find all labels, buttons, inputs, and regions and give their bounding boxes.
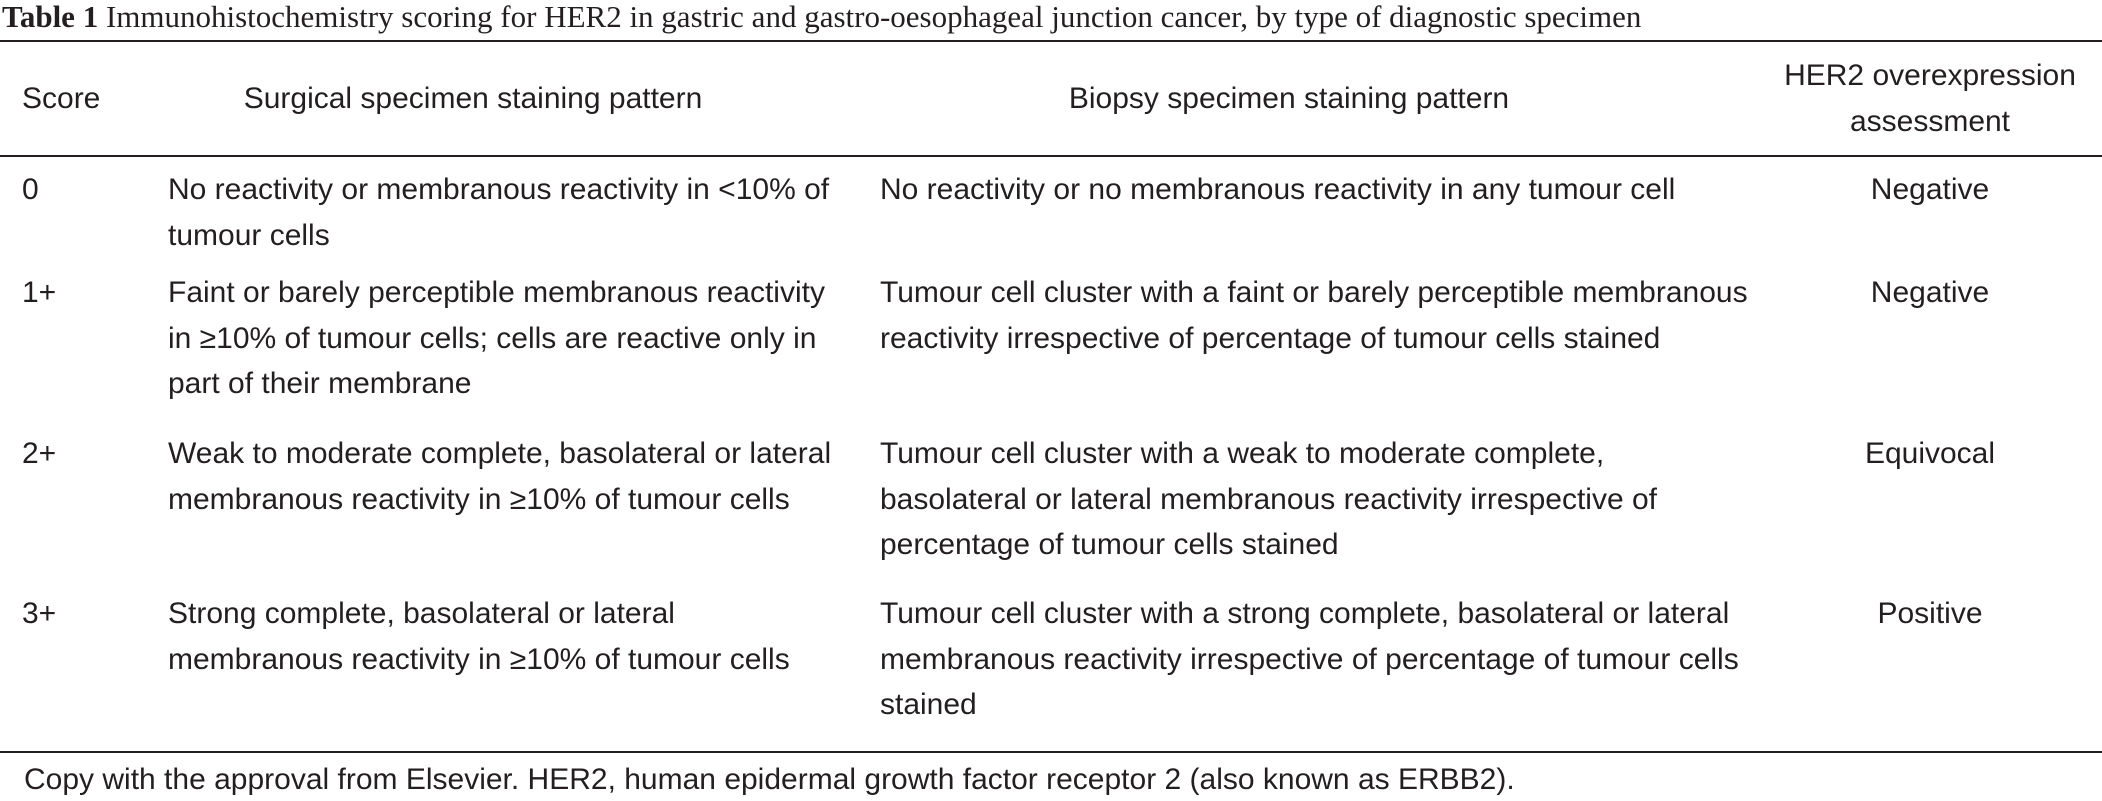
cell-biopsy-pattern: Tumour cell cluster with a weak to moderate complete, basolateral or lateral membranous reactivity irrespective of percentage of tumour cells stained (880, 437, 1657, 561)
table-row (0, 155, 2102, 270)
table-caption-text: Immunohistochemistry scoring for HER2 in gastric and gastro-oesophageal junction cancer, by type of diagnostic specimen (105, 0, 1642, 34)
table-row (0, 270, 2102, 431)
cell-assessment: Equivocal (1864, 437, 1996, 470)
cell-score: 3+ (22, 597, 57, 630)
table-header-row (0, 42, 2102, 155)
cell-biopsy-pattern: Tumour cell cluster with a strong complete, basolateral or lateral membranous reactivity irrespective of percentage of tumour cells stained (880, 597, 1739, 721)
her2-scoring-table (0, 42, 2102, 730)
table-bottom-rule (0, 751, 2102, 753)
table-caption-label: Table 1 (2, 0, 99, 34)
table-row (0, 431, 2102, 591)
header-surgical-pattern: Surgical specimen staining pattern (243, 81, 703, 115)
header-biopsy-pattern: Biopsy specimen staining pattern (1068, 81, 1510, 115)
cell-surgical-pattern: No reactivity or membranous reactivity in <10% of tumour cells (168, 173, 830, 252)
cell-score: 0 (22, 173, 39, 206)
cell-score: 1+ (22, 276, 57, 309)
cell-surgical-pattern: Strong complete, basolateral or lateral membranous reactivity in ≥10% of tumour cells (168, 597, 790, 676)
cell-assessment: Positive (1877, 597, 1983, 630)
cell-surgical-pattern: Faint or barely perceptible membranous reactivity in ≥10% of tumour cells; cells are reactive only in part of their membrane (168, 276, 825, 400)
cell-score: 2+ (22, 437, 57, 470)
cell-assessment: Negative (1870, 173, 1990, 206)
header-her2-assessment: HER2 overexpression assessment (1784, 59, 2076, 138)
table-footnote: Copy with the approval from Elsevier. HER2, human epidermal growth factor receptor 2 (also known as ERBB2). (24, 763, 1515, 796)
header-score: Score (22, 81, 101, 115)
cell-biopsy-pattern: No reactivity or no membranous reactivity in any tumour cell (880, 173, 1676, 206)
table-caption (2, 0, 1641, 36)
cell-assessment: Negative (1870, 276, 1990, 309)
cell-surgical-pattern: Weak to moderate complete, basolateral or lateral membranous reactivity in ≥10% of tumour cells (168, 437, 832, 516)
cell-biopsy-pattern: Tumour cell cluster with a faint or barely perceptible membranous reactivity irrespective of percentage of tumour cells stained (880, 276, 1748, 355)
table-row (0, 591, 2102, 730)
